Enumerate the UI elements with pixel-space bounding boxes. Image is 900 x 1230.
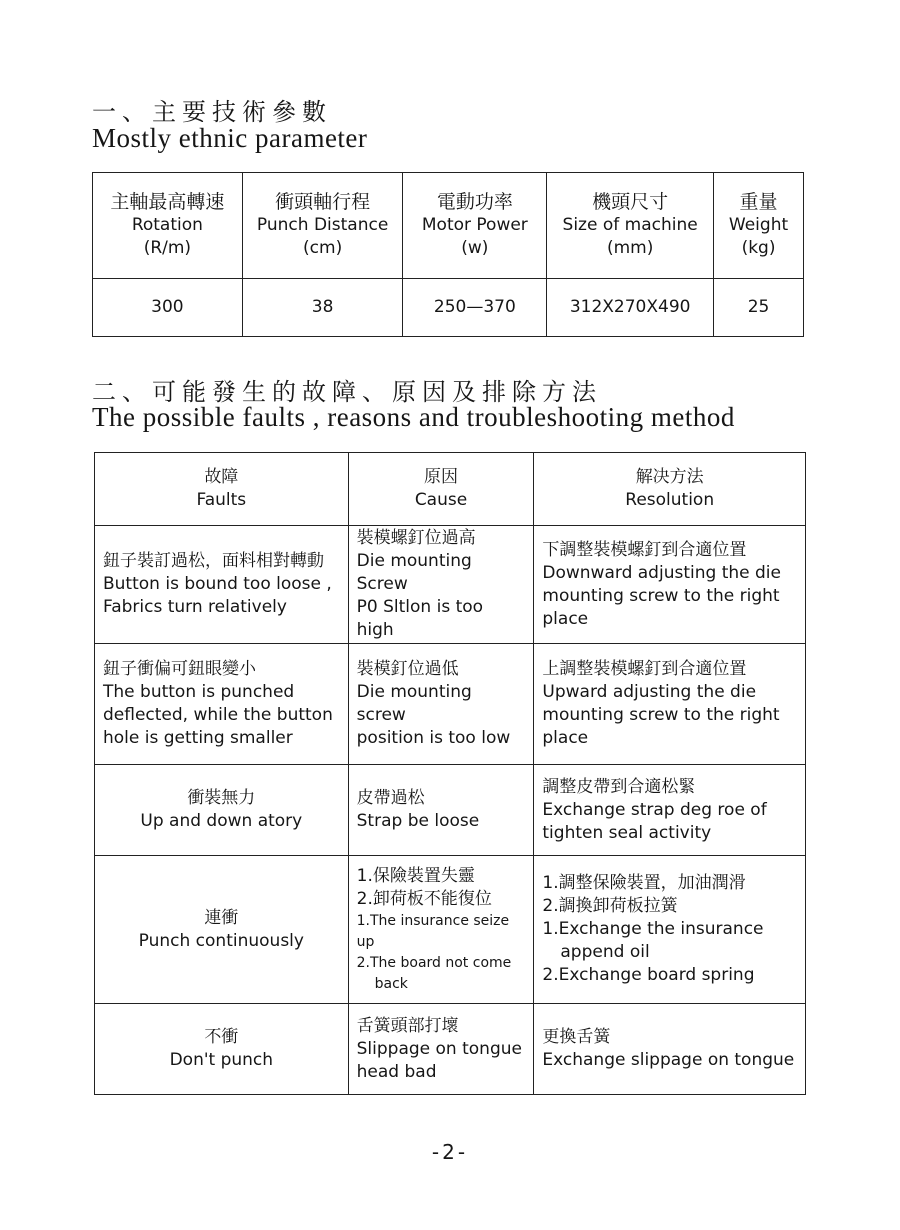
motor-power-header [403, 173, 547, 279]
resolution-line: tighten seal activity [542, 822, 712, 843]
parameter-value-row [93, 279, 804, 337]
resolution-line: append oil [560, 942, 650, 962]
motor-power-value: 250—370 [403, 279, 547, 337]
header-en: Punch Distance [256, 215, 389, 235]
resolution-cell [534, 644, 806, 765]
fault-line: Button is bound too loose , [103, 574, 332, 594]
table-row [95, 1004, 806, 1095]
resolution-line: mounting screw to the right [542, 705, 780, 725]
resolution-line: mounting screw to the right [542, 585, 780, 606]
resolution-line: Exchange strap deg roe of [542, 799, 767, 820]
header-cn: 重量 [739, 191, 778, 213]
cause-line: 1.保險裝置失靈 [356, 865, 475, 886]
resolution-line: 更換舌簧 [542, 1027, 611, 1047]
cause-cell [348, 526, 534, 644]
fault-line: 連衝 [204, 907, 239, 928]
punch-distance-header [242, 173, 403, 279]
cause-line: back [374, 975, 408, 992]
header-en: Resolution [625, 490, 715, 510]
resolution-line: 2.調換卸荷板拉簧 [542, 896, 678, 916]
cause-line: Die mounting screw [356, 682, 472, 725]
cause-header [348, 453, 534, 526]
fault-cell [95, 765, 349, 856]
cause-cell [348, 856, 534, 1004]
header-unit: (R/m) [143, 238, 192, 258]
header-unit: (w) [461, 238, 489, 258]
fault-line: 衝裝無力 [187, 788, 256, 808]
fault-line: 鈕子衝偏可鈕眼變小 [103, 659, 256, 679]
header-en: Cause [414, 490, 468, 510]
rotation-header [93, 173, 243, 279]
cause-line: Strap be loose [356, 811, 480, 831]
header-cn: 衝頭軸行程 [275, 191, 371, 213]
header-en: Size of machine [562, 215, 698, 235]
section2-title-cn: 二、可能發生的故障、原因及排除方法 [92, 378, 602, 406]
header-cn: 原因 [424, 467, 459, 487]
resolution-line: 1.調整保險裝置，加油潤滑 [542, 873, 746, 893]
cause-line: P0 Sltlon is too high [356, 597, 484, 640]
section1-title-en: Mostly ethnic parameter [92, 123, 368, 153]
table-row [95, 856, 806, 1004]
table-row [95, 644, 806, 765]
header-cn: 主軸最高轉速 [110, 191, 225, 213]
weight-value: 25 [714, 279, 804, 337]
punch-distance-value: 38 [242, 279, 403, 337]
resolution-line: 下調整裝模螺釘到合適位置 [542, 539, 747, 560]
resolution-line: Upward adjusting the die [542, 682, 757, 702]
fault-cell [95, 526, 349, 644]
cause-cell [348, 1004, 534, 1095]
cause-line: 2.The board not come [356, 954, 512, 971]
fault-cell [95, 1004, 349, 1095]
machine-size-header [547, 173, 714, 279]
section2-title-en: The possible faults , reasons and troubleshooting method [92, 402, 735, 432]
resolution-line: 2.Exchange board spring [542, 965, 755, 985]
header-cn: 電動功率 [436, 191, 513, 213]
faults-header [95, 453, 349, 526]
header-unit: (cm) [303, 238, 343, 258]
header-en: Weight [728, 215, 789, 235]
cause-line: Slippage on tongue [356, 1038, 522, 1059]
table-row [95, 765, 806, 856]
header-unit: (mm) [606, 238, 654, 258]
resolution-cell [534, 526, 806, 644]
header-cn: 解决方法 [635, 467, 704, 487]
resolution-line: Downward adjusting the die [542, 562, 781, 583]
cause-line: 舌簧頭部打壞 [356, 1015, 459, 1036]
cause-line: 2.卸荷板不能復位 [356, 888, 492, 909]
fault-line: deflected, while the button [103, 705, 333, 725]
troubleshooting-table [94, 452, 806, 1095]
cause-cell [348, 765, 534, 856]
header-en: Motor Power [421, 215, 528, 235]
page-number: -2- [431, 1140, 469, 1164]
troubleshooting-header-row [95, 453, 806, 526]
cause-cell [348, 644, 534, 765]
fault-line: The button is punched [103, 682, 295, 702]
cause-line: head bad [356, 1061, 437, 1082]
section1-title-cn: 一、主要技術參數 [92, 98, 332, 126]
fault-line: 鈕子裝訂過松，面料相對轉動 [103, 551, 324, 571]
fault-line: hole is getting smaller [103, 728, 293, 748]
resolution-line: 調整皮帶到合適松緊 [542, 776, 696, 797]
resolution-line: place [542, 728, 589, 748]
resolution-cell [534, 1004, 806, 1095]
cause-line: 皮帶過松 [356, 788, 425, 808]
weight-header [714, 173, 804, 279]
fault-line: Up and down atory [140, 811, 303, 831]
resolution-header [534, 453, 806, 526]
fault-cell [95, 644, 349, 765]
header-cn: 故障 [204, 467, 239, 487]
fault-line: 不衝 [204, 1027, 239, 1047]
fault-line: Don't punch [169, 1050, 274, 1070]
cause-line: 裝模螺釘位過高 [356, 528, 476, 548]
resolution-line: 1.Exchange the insurance [542, 919, 764, 939]
header-cn: 機頭尺寸 [592, 191, 669, 213]
parameter-table [92, 172, 804, 337]
machine-size-value: 312X270X490 [547, 279, 714, 337]
cause-line: 1.The insurance seize up [356, 912, 510, 950]
resolution-cell [534, 856, 806, 1004]
parameter-header-row [93, 173, 804, 279]
fault-cell [95, 856, 349, 1004]
rotation-value: 300 [93, 279, 243, 337]
resolution-line: Exchange slippage on tongue [542, 1050, 795, 1070]
fault-line: Fabrics turn relatively [103, 597, 287, 617]
resolution-line: place [542, 608, 589, 629]
cause-line: Die mounting Screw [356, 551, 472, 594]
header-en: Faults [196, 490, 247, 510]
cause-line: 裝模釘位過低 [356, 659, 459, 679]
resolution-cell [534, 765, 806, 856]
cause-line: position is too low [356, 728, 511, 748]
header-unit: (kg) [741, 238, 776, 258]
table-row [95, 526, 806, 644]
fault-line: Punch continuously [138, 930, 304, 951]
header-en: Rotation [131, 215, 203, 235]
resolution-line: 上調整裝模螺釘到合適位置 [542, 659, 747, 679]
